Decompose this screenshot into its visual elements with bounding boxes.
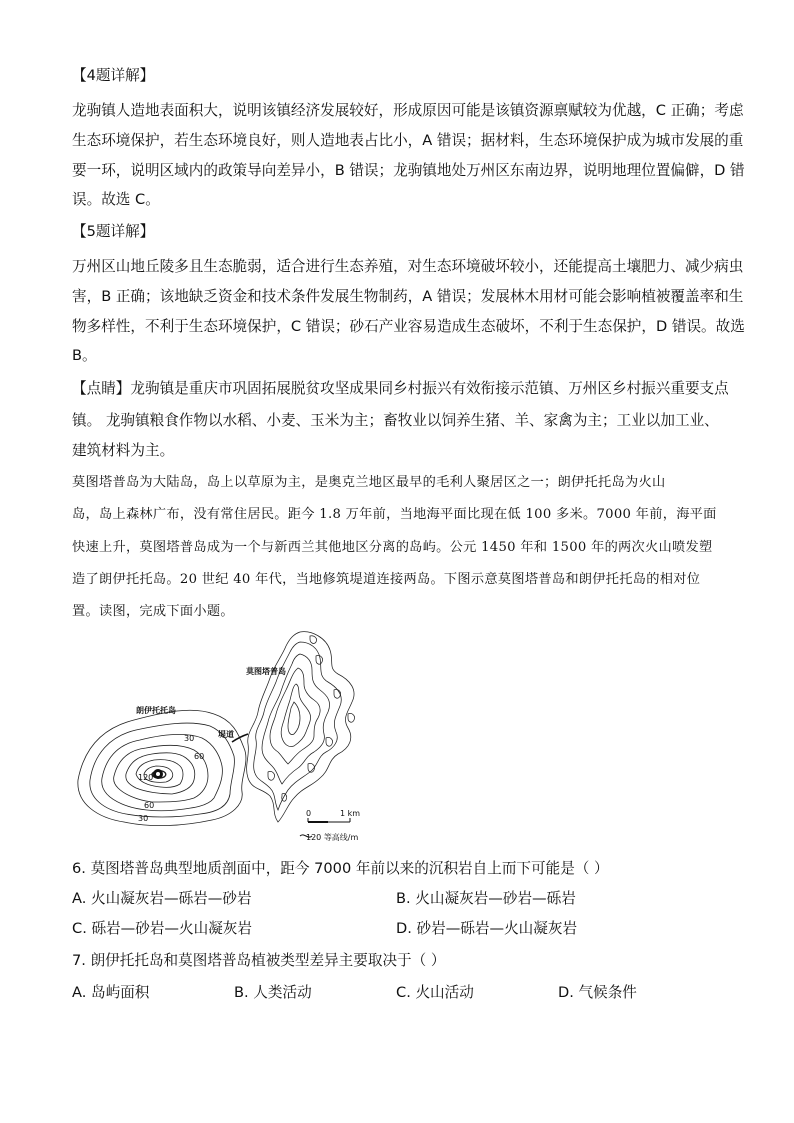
q6-stem: 6. 莫图塔普岛典型地质剖面中，距今 7000 年前以来的沉积岩自上而下可能是（ ）: [72, 860, 609, 877]
label-causeway: 堤道: [218, 730, 234, 739]
comment-line-1: 【点睛】龙驹镇是重庆市巩固拓展脱贫攻坚成果同乡村振兴有效衔接示范镇、万州区乡村振兴重要支点: [72, 380, 729, 397]
q4-text-line-2: 生态环境保护，若生态环境良好，则人造地表占比小，A 错误；据材料，生态环境保护成为城市发展的重: [72, 132, 744, 149]
passage-line-2: 岛，岛上森林广布，没有常住居民。距今 1.8 万年前，当地海平面比现在低 100 多米。7000 年前，海平面: [72, 507, 717, 522]
rangitoto-island-contours: [78, 710, 246, 825]
label-motutapu: 莫图塔普岛: [246, 667, 286, 676]
contour-label: 30: [138, 814, 149, 823]
scale-zero: 0: [306, 809, 312, 818]
volcano-crater-icon: [153, 769, 163, 779]
q5-text-line-3: 物多样性，不利于生态环境保护，C 错误；砂石产业容易造成生态破坏，不利于生态保护，D 错误。故选: [72, 318, 745, 335]
legend-text: 120 等高线/m: [306, 833, 359, 842]
q7-stem: 7. 朗伊托托岛和莫图塔普岛植被类型差异主要取决于（ ）: [72, 952, 446, 969]
scale-bar: [308, 818, 350, 822]
scale-km: 1 km: [340, 809, 361, 818]
label-rangitoto: 朗伊托托岛: [136, 706, 176, 715]
q6-option-b[interactable]: B. 火山凝灰岩—砂岩—砾岩: [396, 890, 576, 907]
contour-label: 60: [194, 752, 205, 761]
q7-option-c[interactable]: C. 火山活动: [396, 984, 474, 1001]
q6-option-c[interactable]: C. 砾岩—砂岩—火山凝灰岩: [72, 920, 252, 937]
island-map: [72, 628, 382, 848]
contour-label: 120: [138, 773, 154, 782]
passage-line-3: 快速上升，莫图塔普岛成为一个与新西兰其他地区分离的岛屿。公元 1450 年和 1500 年的两次火山喷发塑: [72, 540, 713, 555]
q7-option-b[interactable]: B. 人类活动: [234, 984, 312, 1001]
motutapu-island-contours: [247, 632, 355, 822]
causeway-line: [232, 734, 248, 742]
q5-text-line-1: 万州区山地丘陵多且生态脆弱，适合进行生态养殖，对生态环境破坏较小，还能提高土壤肥力、减少病虫: [72, 258, 744, 275]
contour-label: 60: [144, 801, 155, 810]
q4-heading: 【4题详解】: [72, 67, 155, 84]
passage-line-1: 莫图塔普岛为大陆岛，岛上以草原为主，是奥克兰地区最早的毛利人聚居区之一；朗伊托托岛为火山: [72, 475, 666, 490]
q7-option-a[interactable]: A. 岛屿面积: [72, 984, 150, 1001]
q5-text-line-4: B。: [72, 347, 97, 364]
q4-text-line-1: 龙驹镇人造地表面积大，说明该镇经济发展较好，形成原因可能是该镇资源禀赋较为优越，C 正确；考虑: [72, 102, 744, 119]
q5-text-line-2: 害，B 正确；该地缺乏资金和技术条件发展生物制药，A 错误；发展林木用材可能会影响植被覆盖率和生: [72, 288, 744, 305]
q4-text-line-4: 误。故选 C。: [72, 191, 160, 208]
q6-option-a[interactable]: A. 火山凝灰岩—砾岩—砂岩: [72, 890, 252, 907]
comment-line-3: 建筑材料为主。: [72, 442, 175, 459]
q6-option-d[interactable]: D. 砂岩—砾岩—火山凝灰岩: [396, 920, 578, 937]
passage-line-5: 置。读图，完成下面小题。: [72, 604, 234, 619]
contour-label: 30: [184, 734, 195, 743]
passage-line-4: 造了朗伊托托岛。20 世纪 40 年代，当地修筑堤道连接两岛。下图示意莫图塔普岛和朗伊托托岛的相对位: [72, 572, 701, 587]
q7-option-d[interactable]: D. 气候条件: [558, 984, 637, 1001]
comment-line-2: 镇。 龙驹镇粮食作物以水稻、小麦、玉米为主；畜牧业以饲养生猪、羊、家禽为主；工业以加工业、: [72, 412, 719, 429]
q5-heading: 【5题详解】: [72, 223, 155, 240]
q4-text-line-3: 要一环，说明区域内的政策导向差异小，B 错误；龙驹镇地处万州区东南边界，说明地理位置偏僻，D 错: [72, 162, 745, 179]
